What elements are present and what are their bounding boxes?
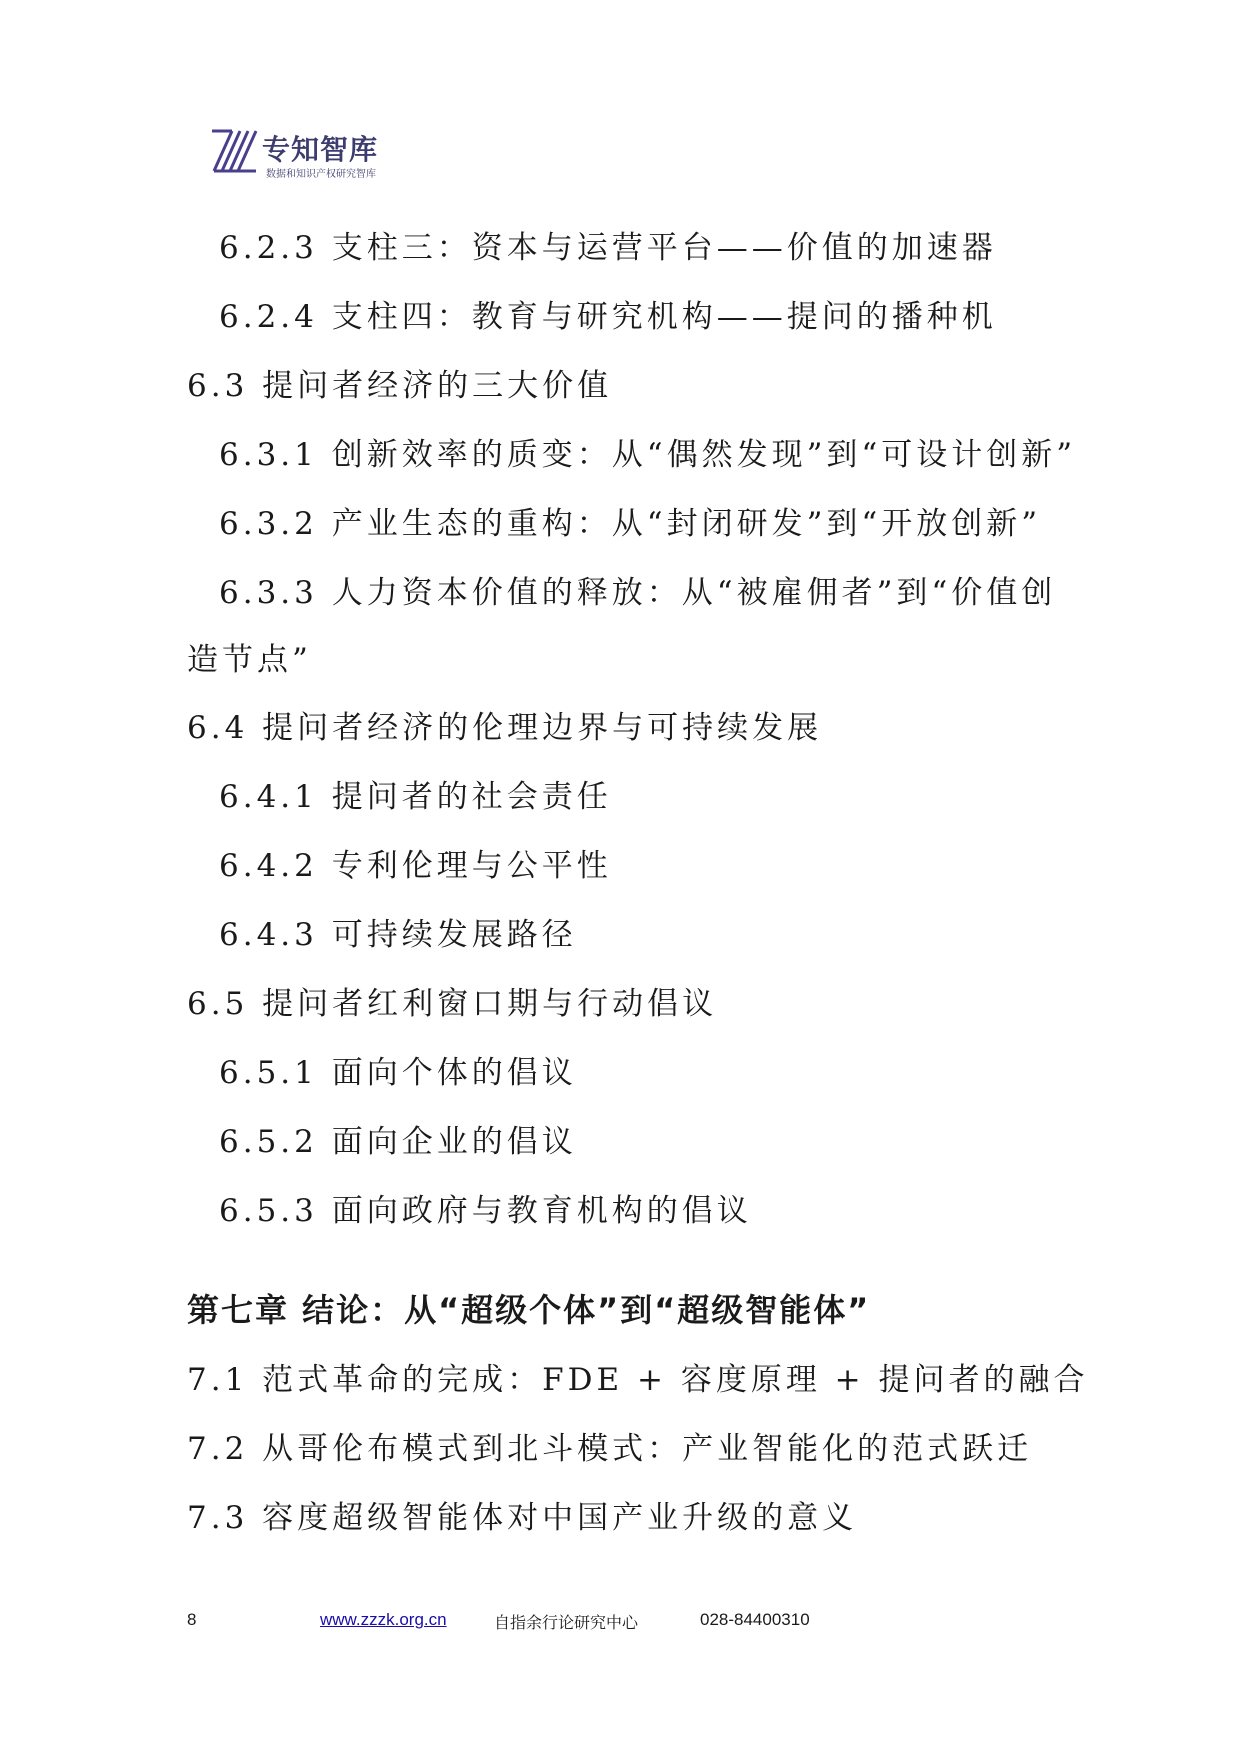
toc-item[interactable]: 6.4 提问者经济的伦理边界与可持续发展: [187, 710, 823, 746]
toc-item-continuation[interactable]: 造节点”: [187, 642, 312, 678]
toc-item[interactable]: 7.3 容度超级智能体对中国产业升级的意义: [187, 1500, 858, 1536]
logo: [210, 128, 410, 178]
toc-item[interactable]: 6.3.3 人力资本价值的释放：从“被雇佣者”到“价值创: [219, 575, 1057, 611]
toc-item[interactable]: 6.4.1 提问者的社会责任: [219, 779, 612, 815]
page-number: 8: [187, 1610, 197, 1629]
chapter-heading[interactable]: 第七章 结论：从“超级个体”到“超级智能体”: [187, 1291, 871, 1329]
logo-mark-icon: [210, 128, 258, 174]
phone-number: 028-84400310: [700, 1610, 810, 1629]
organization-name: 自指余行论研究中心: [494, 1613, 639, 1632]
toc-item[interactable]: 6.5 提问者红利窗口期与行动倡议: [187, 986, 718, 1022]
toc-item[interactable]: 6.2.4 支柱四：教育与研究机构——提问的播种机: [219, 299, 997, 335]
toc-item[interactable]: 6.4.3 可持续发展路径: [219, 917, 577, 953]
toc-item[interactable]: 6.3 提问者经济的三大价值: [187, 368, 613, 404]
toc-item[interactable]: 6.2.3 支柱三：资本与运营平台——价值的加速器: [219, 230, 997, 266]
toc-item[interactable]: 6.3.2 产业生态的重构：从“封闭研发”到“开放创新”: [219, 506, 1042, 542]
logo-title: 专知智库: [262, 133, 379, 166]
toc-item[interactable]: 7.2 从哥伦布模式到北斗模式：产业智能化的范式跃迁: [187, 1431, 1033, 1467]
toc-item[interactable]: 7.1 范式革命的完成：FDE + 容度原理 + 提问者的融合: [187, 1362, 1089, 1398]
page-footer: [0, 1610, 1240, 1634]
toc-item[interactable]: 6.3.1 创新效率的质变：从“偶然发现”到“可设计创新”: [219, 437, 1077, 473]
toc-item[interactable]: 6.4.2 专利伦理与公平性: [219, 848, 612, 884]
toc-item[interactable]: 6.5.3 面向政府与教育机构的倡议: [219, 1193, 752, 1229]
logo-subtitle: 数据和知识产权研究智库: [266, 169, 376, 180]
toc-item[interactable]: 6.5.1 面向个体的倡议: [219, 1055, 577, 1091]
website-link[interactable]: www.zzzk.org.cn: [320, 1610, 447, 1629]
toc-item[interactable]: 6.5.2 面向企业的倡议: [219, 1124, 577, 1160]
